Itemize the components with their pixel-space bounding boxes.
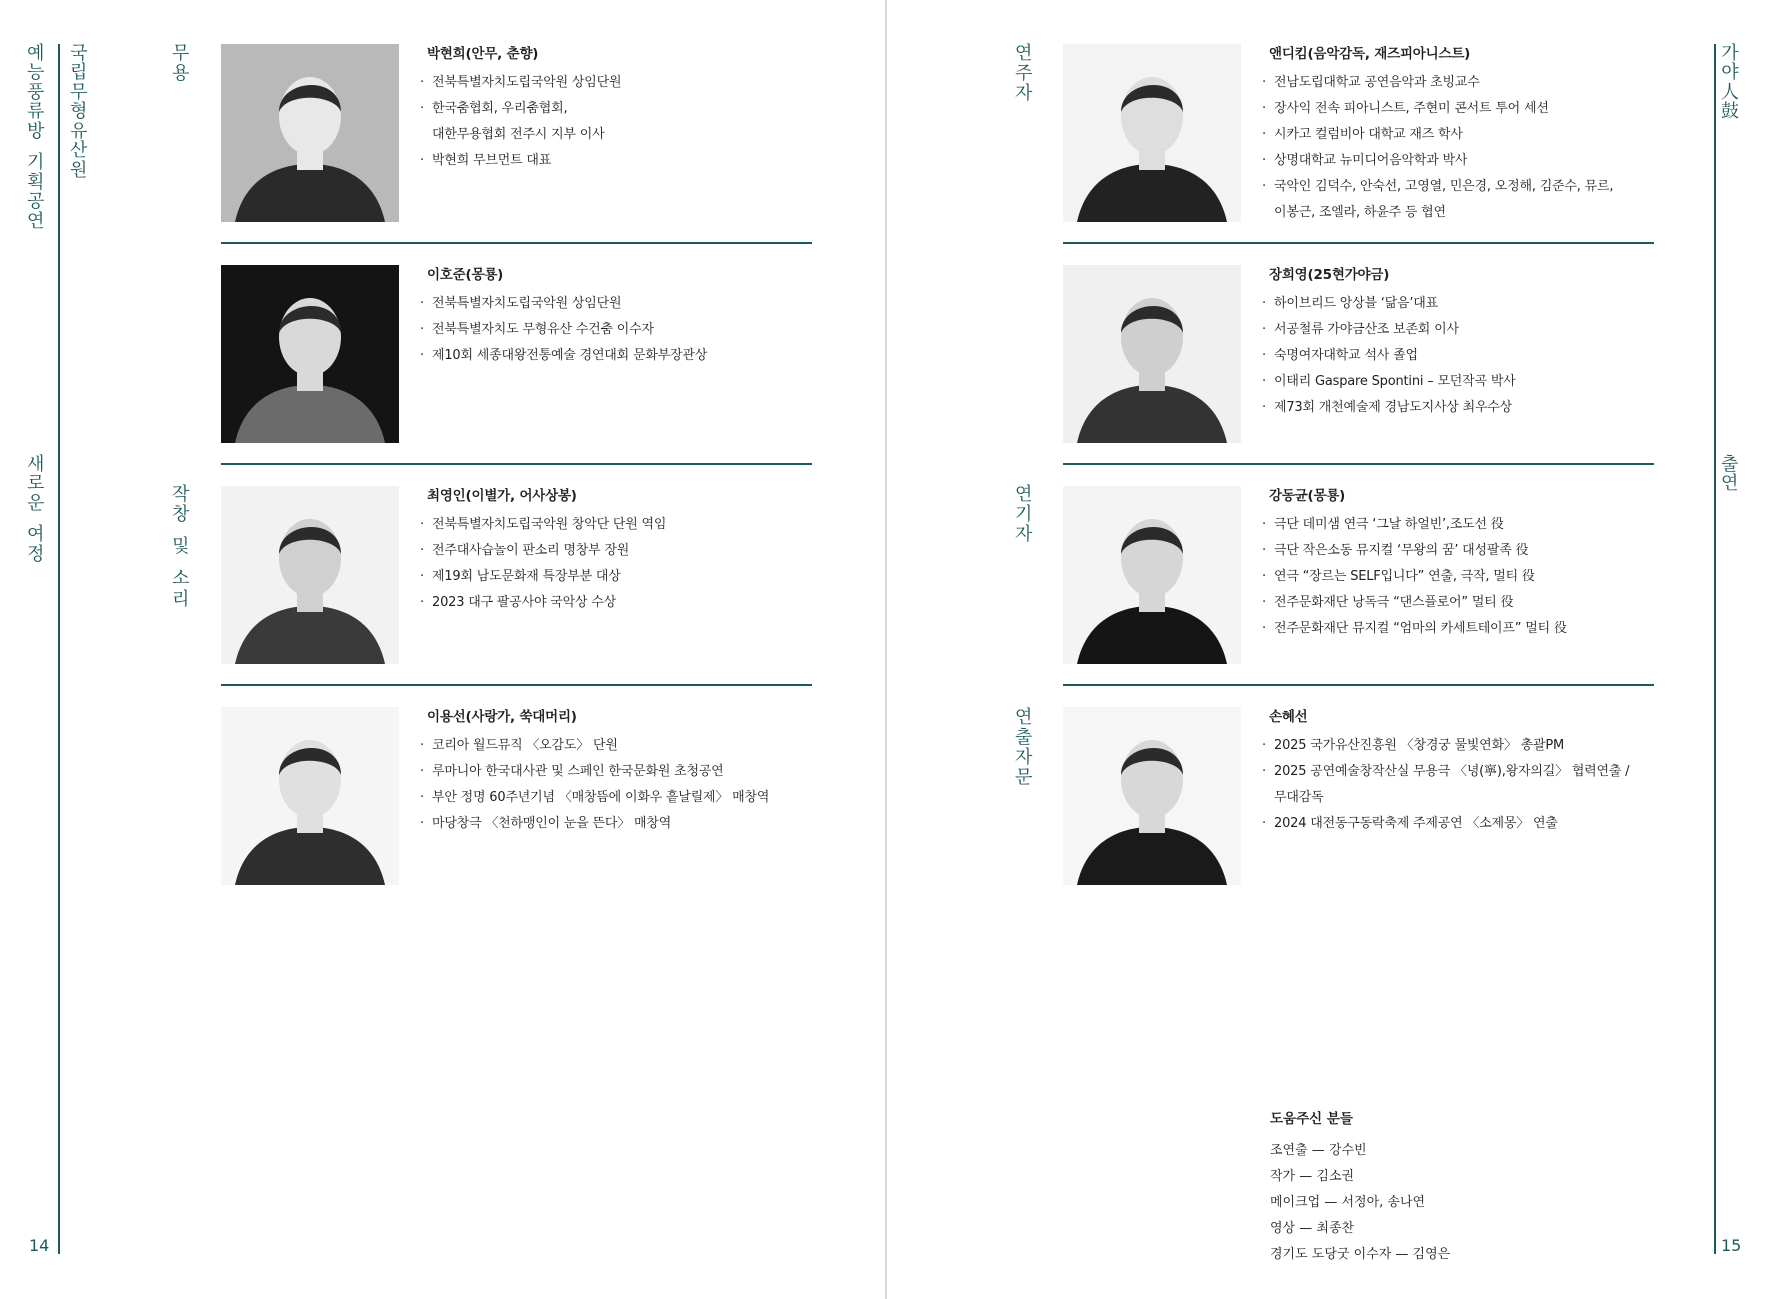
running-title: 예 능 풍 류 방 기 획 공 연 (27, 43, 45, 232)
bio-line: · 전주문화재단 뮤지컬 “엄마의 카세트테이프” 멀티 役 (1262, 616, 1702, 642)
credits-title: 도움주신 분들 (1270, 1111, 1353, 1127)
section-song: 작 창 및 소 리 (172, 484, 190, 610)
section-divider (221, 242, 812, 244)
section-divider (221, 684, 812, 686)
bio-line: · 연극 “장르는 SELF입니다” 연출, 극작, 멀티 役 (1262, 564, 1702, 590)
bio-line: · 장사익 전속 피아니스트, 주현미 콘서트 투어 세션 (1262, 96, 1702, 122)
performer-bio (1262, 42, 1702, 226)
section-divider (1063, 463, 1654, 465)
bio-line: · 상명대학교 뉴미디어음악학과 박사 (1262, 148, 1702, 174)
portrait-photo (1063, 707, 1241, 885)
section-performers: 연 주 자 (1015, 43, 1033, 105)
bio-line: · 전북특별자치도립국악원 상임단원 (420, 70, 860, 96)
performer-name: 앤디킴(음악감독, 재즈피아니스트) (1269, 46, 1471, 62)
credit-row: 영상 — 최종찬 (1270, 1221, 1355, 1236)
performer-name: 강동균(몽룡) (1269, 488, 1346, 504)
section-divider (1063, 242, 1654, 244)
bio-line: · 극단 데미샘 연극 ‘그날 하얼빈’,조도선 役 (1262, 512, 1702, 538)
left-page (0, 0, 885, 1299)
bio-line: · 전주대사습놀이 판소리 명창부 장원 (420, 538, 860, 564)
performer-name: 박현희(안무, 춘향) (427, 46, 539, 62)
bio-line: 무대감독 (1274, 790, 1324, 805)
bio-line: · 제10회 세종대왕전통예술 경연대회 문화부장관상 (420, 343, 860, 369)
performer-bio (1262, 263, 1702, 421)
bio-line: · 이태리 Gaspare Spontini – 모던작곡 박사 (1262, 369, 1702, 395)
performer-bio (420, 705, 860, 837)
credits-block (1270, 1107, 1450, 1268)
performer-bio (1262, 705, 1702, 837)
bio-line: · 코리아 월드뮤직 〈오감도〉 단원 (420, 733, 860, 759)
bio-line: · 서공철류 가야금산조 보존회 이사 (1262, 317, 1702, 343)
performer-bio (1262, 484, 1702, 642)
bio-line: · 하이브리드 앙상블 ‘닮음’대표 (1262, 291, 1702, 317)
bio-line: · 제73회 개천예술제 경남도지사상 최우수상 (1262, 395, 1702, 421)
portrait-photo (221, 486, 399, 664)
bio-line: · 극단 작은소동 뮤지컬 ‘무왕의 꿈’ 대성팔족 役 (1262, 538, 1702, 564)
bio-line: · 2024 대전동구동락축제 주제공연 〈소제몽〉 연출 (1262, 811, 1702, 837)
bio-line: · 시카고 컬럼비아 대학교 재즈 학사 (1262, 122, 1702, 148)
cast-section-title: 출 연 (1721, 454, 1739, 495)
page-number-left: 14 (29, 1236, 50, 1255)
portrait-photo (1063, 486, 1241, 664)
bio-line: · 부안 정명 60주년기념 〈매창뜸에 이화우 흩날릴제〉 매창역 (420, 785, 860, 811)
bio-line: · 2025 국가유산진흥원 〈창경궁 물빛연화〉 총괄PM (1262, 733, 1702, 759)
performer-name: 이호준(몽룡) (427, 267, 504, 283)
bio-line: · 숙명여자대학교 석사 졸업 (1262, 343, 1702, 369)
section-divider (1063, 684, 1654, 686)
bio-line: · 박현희 무브먼트 대표 (420, 148, 860, 174)
bio-line: · 루마니아 한국대사관 및 스페인 한국문화원 초청공연 (420, 759, 860, 785)
performer-bio (420, 484, 860, 616)
left-margin-rule (58, 44, 60, 1254)
section-advisor: 연 출 자 문 (1015, 707, 1033, 789)
bio-line: · 2025 공연예술창작산실 무용극 〈녕(寧),왕자의길〉 협력연출 / (1262, 759, 1702, 785)
institution-title: 국 립 무 형 유 산 원 (70, 43, 88, 181)
bio-line: · 전북특별자치도립국악원 상임단원 (420, 291, 860, 317)
book-spine (885, 0, 887, 1299)
credit-row: 작가 — 김소권 (1270, 1169, 1355, 1184)
section-actors: 연 기 자 (1015, 484, 1033, 546)
bio-line: · 한국춤협회, 우리춤협회, (420, 96, 860, 122)
bio-line: 대한무용협회 전주시 지부 이사 (432, 127, 605, 142)
credit-row: 메이크업 — 서정아, 송나연 (1270, 1195, 1426, 1210)
performer-name: 장희영(25현가야금) (1269, 267, 1390, 283)
show-title: 새 로 운 여 정 (27, 454, 45, 565)
portrait-photo (1063, 265, 1241, 443)
credit-row: 경기도 도당굿 이수자 — 김영은 (1270, 1247, 1451, 1262)
section-dance: 무 용 (172, 43, 190, 85)
credit-row: 조연출 — 강수빈 (1270, 1143, 1367, 1158)
portrait-photo (221, 44, 399, 222)
bio-line: · 전북특별자치도립국악원 창악단 단원 역임 (420, 512, 860, 538)
bio-line: · 2023 대구 팔공사야 국악상 수상 (420, 590, 860, 616)
right-running-title: 가 야 人 鼓 (1721, 43, 1739, 123)
bio-line: · 제19회 남도문화재 특장부분 대상 (420, 564, 860, 590)
performer-bio (420, 263, 860, 369)
portrait-photo (221, 707, 399, 885)
section-divider (221, 463, 812, 465)
right-margin-rule (1714, 44, 1716, 1254)
bio-line: · 마당창극 〈천하맹인이 눈을 뜬다〉 매창역 (420, 811, 860, 837)
performer-name: 최영인(이별가, 어사상봉) (427, 488, 577, 504)
bio-line: · 전북특별자치도 무형유산 수건춤 이수자 (420, 317, 860, 343)
performer-name: 손혜선 (1269, 709, 1308, 725)
bio-line: · 국악인 김덕수, 안숙선, 고영열, 민은경, 오정해, 김준수, 뮤르, (1262, 174, 1702, 200)
performer-bio (420, 42, 860, 174)
bio-line: · 전주문화재단 낭독극 “댄스플로어” 멀티 役 (1262, 590, 1702, 616)
portrait-photo (1063, 44, 1241, 222)
portrait-photo (221, 265, 399, 443)
bio-line: 이봉근, 조엘라, 하윤주 등 협연 (1274, 205, 1446, 220)
performer-name: 이용선(사랑가, 쑥대머리) (427, 709, 577, 725)
bio-line: · 전남도립대학교 공연음악과 초빙교수 (1262, 70, 1702, 96)
page-number-right: 15 (1721, 1236, 1742, 1255)
